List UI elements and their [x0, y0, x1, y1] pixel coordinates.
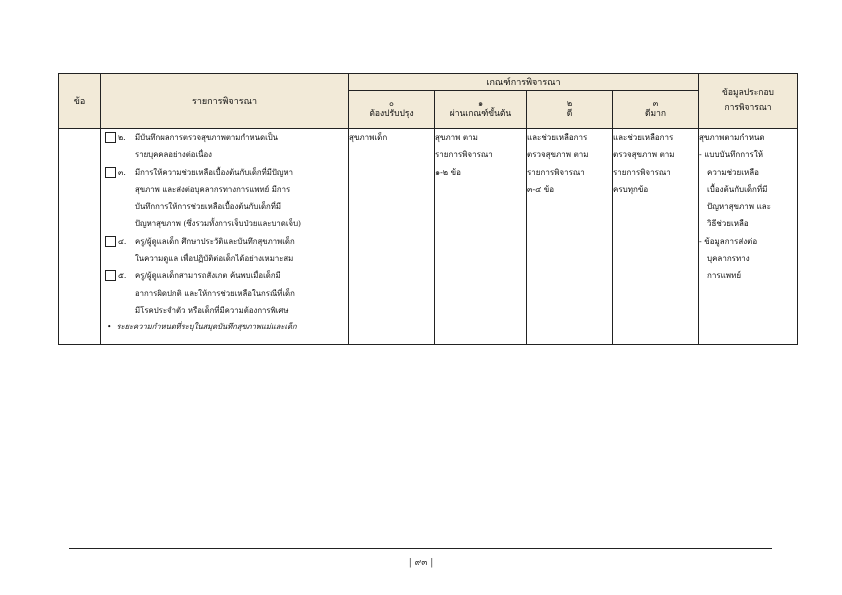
level-1-label: ผ่านเกณฑ์ขั้นต้น — [449, 109, 512, 119]
level-1-line: สุขภาพ ตาม — [435, 133, 478, 142]
level-3-cell — [613, 129, 699, 345]
bullet-icon: • — [107, 322, 112, 332]
header-info-line1: ข้อมูลประกอบ — [722, 88, 774, 98]
level-2-line: และช่วยเหลือการ — [527, 133, 588, 142]
level-2-line: ตรวจสุขภาพ ตาม — [527, 150, 589, 160]
header-col-no: ข้อ — [59, 74, 101, 129]
info-line: บุคลากรทาง — [707, 254, 750, 264]
item-line: อาการผิดปกติ และให้การช่วยเหลือในกรณีที่เด็ก — [135, 288, 295, 298]
level-0-label: ต้องปรับปรุง — [369, 109, 414, 119]
evaluation-table — [58, 73, 798, 345]
note-text: ระยะความกำหนดที่ระบุในสมุดบันทึกสุขภาพแม่และเด็ก — [116, 322, 297, 332]
level-1-line: รายการพิจารณา — [435, 150, 493, 160]
row-no-cell — [59, 129, 101, 345]
item-line: สุขภาพ และส่งต่อบุคลากรทางการแพทย์ มีการ — [135, 184, 291, 194]
item-line: ครู/ผู้ดูแลเด็ก ศึกษาประวัติและบันทึกสุขภาพเด็ก — [135, 236, 295, 246]
header-criteria-title: เกณฑ์การพิจารณา — [349, 74, 699, 91]
level-0-cell — [349, 129, 435, 345]
level-0-number: ๐ — [389, 99, 394, 108]
info-line: ความช่วยเหลือ — [707, 167, 759, 177]
info-line: เบื้องต้นกับเด็กที่มี — [707, 184, 768, 194]
checkbox-item-5[interactable] — [105, 270, 116, 281]
level-2-line: รายการพิจารณา — [527, 167, 585, 177]
header-info — [699, 74, 798, 129]
items-cell — [101, 129, 349, 345]
item-line: รายบุคคลอย่างต่อเนื่อง — [135, 150, 212, 160]
level-1-cell — [435, 129, 527, 345]
level-0-line: สุขภาพเด็ก — [349, 133, 388, 142]
level-2-line: ๓-๔ ข้อ — [527, 184, 555, 194]
level-3-line: ตรวจสุขภาพ ตาม — [613, 150, 675, 160]
header-level-2 — [527, 91, 613, 129]
item-line: มีโรคประจำตัว หรือเด็กที่มีความต้องการพิเศษ — [135, 305, 289, 315]
level-3-number: ๓ — [652, 99, 659, 108]
header-level-0 — [349, 91, 435, 129]
list-item — [101, 129, 348, 164]
level-1-number: ๑ — [477, 99, 484, 108]
info-line: - แบบบันทึกการให้ — [699, 150, 764, 160]
footer-rule — [69, 548, 772, 549]
item-number: ๒. — [118, 133, 126, 142]
header-level-3 — [613, 91, 699, 129]
item-line: มีการให้ความช่วยเหลือเบื้องต้นกับเด็กที่มีปัญหา — [135, 167, 293, 177]
info-line: สุขภาพตามกำหนด — [699, 133, 765, 142]
level-2-number: ๒ — [566, 99, 573, 108]
page-number: | ๙๓ | — [408, 558, 434, 568]
header-info-line2: การพิจารณา — [724, 103, 772, 113]
level-3-label: ดีมาก — [644, 109, 667, 119]
level-3-line: รายการพิจารณา — [613, 167, 671, 177]
level-2-label: ดี — [566, 109, 573, 119]
list-item — [101, 233, 348, 268]
header-level-1 — [435, 91, 527, 129]
info-cell — [699, 129, 798, 345]
list-item — [101, 267, 348, 319]
level-3-line: และช่วยเหลือการ — [613, 133, 674, 142]
level-3-line: ครบทุกข้อ — [613, 184, 649, 194]
item-line: บันทึกการให้การช่วยเหลือเบื้องต้นกับเด็กที่มี — [135, 202, 282, 212]
checkbox-item-3[interactable] — [105, 167, 116, 178]
item-number: ๓. — [118, 167, 126, 177]
level-2-cell — [527, 129, 613, 345]
info-line: ปัญหาสุขภาพ และ — [707, 202, 771, 212]
item-line: ครู/ผู้ดูแลเด็กสามารถสังเกต ค้นพบเมื่อเด็กมี — [135, 271, 281, 281]
item-line: มีบันทึกผลการตรวจสุขภาพตามกำหนดเป็น — [135, 133, 279, 142]
item-line: ในความดูแล เพื่อปฏิบัติต่อเด็กได้อย่างเหมาะสม — [135, 254, 294, 264]
info-line: การแพทย์ — [707, 271, 742, 281]
info-line: วิธีช่วยเหลือ — [707, 219, 749, 229]
list-item — [101, 164, 348, 233]
checkbox-item-4[interactable] — [105, 236, 116, 247]
note-line — [101, 319, 348, 334]
info-line: - ข้อมูลการส่งต่อ — [699, 236, 758, 246]
item-line: ปัญหาสุขภาพ (ซึ่งรวมทั้งการเจ็บป่วยและบาดเจ็บ) — [135, 219, 302, 229]
level-1-line: ๑-๒ ข้อ — [435, 167, 461, 177]
header-col-items: รายการพิจารณา — [101, 74, 349, 129]
item-number: ๕. — [118, 271, 127, 281]
checkbox-item-2[interactable] — [105, 132, 116, 143]
item-number: ๔. — [118, 236, 127, 246]
